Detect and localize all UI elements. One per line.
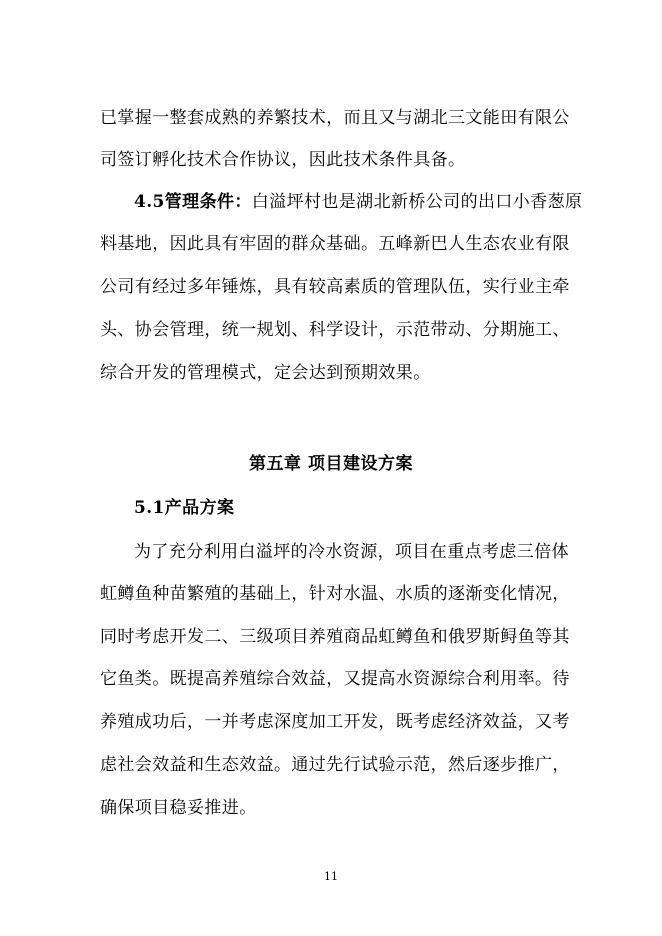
paragraph-line: 虹鳟鱼种苗繁殖的基础上，针对水温、水质的逐渐变化情况， xyxy=(100,584,570,604)
paragraph-line: 它鱼类。既提高养殖综合效益，又提高水资源综合利用率。待 xyxy=(100,669,570,689)
paragraph-line: 为了充分利用白溢坪的冷水资源，项目在重点考虑三倍体 xyxy=(134,542,569,562)
paragraph-line: 确保项目稳妥推进。 xyxy=(100,798,257,818)
paragraph-line: 虑社会效益和生态效益。通过先行试验示范，然后逐步推广， xyxy=(100,755,570,775)
paragraph-line: 同时考虑开发二、三级项目养殖商品虹鳟鱼和俄罗斯鲟鱼等其 xyxy=(100,627,570,647)
paragraph-line: 头、协会管理，统一规划、科学设计，示范带动、分期施工、 xyxy=(100,320,570,340)
paragraph-line: 养殖成功后，一并考虑深度加工开发，既考虑经济效益，又考 xyxy=(100,712,570,732)
page-number: 11 xyxy=(324,870,338,883)
paragraph-line: 司签订孵化技术合作协议，因此技术条件具备。 xyxy=(100,150,466,170)
paragraph-line: 料基地，因此具有牢固的群众基础。五峰新巴人生态农业有限 xyxy=(100,234,570,254)
paragraph-line: 综合开发的管理模式，定会达到预期效果。 xyxy=(100,363,431,383)
section-label: 4.5管理条件： xyxy=(134,192,252,212)
paragraph-line: 已掌握一整套成熟的养繁技术，而且又与湖北三文能田有限公 xyxy=(100,108,570,128)
chapter-heading: 第五章 项目建设方案 xyxy=(249,454,413,474)
paragraph-text: 白溢坪村也是湖北新桥公司的出口小香葱原 xyxy=(251,192,583,212)
paragraph-first-line xyxy=(134,190,582,214)
section-heading: 5.1产品方案 xyxy=(134,498,235,518)
paragraph-line: 公司有经过多年锤炼，具有较高素质的管理队伍，实行业主牵 xyxy=(100,277,570,297)
